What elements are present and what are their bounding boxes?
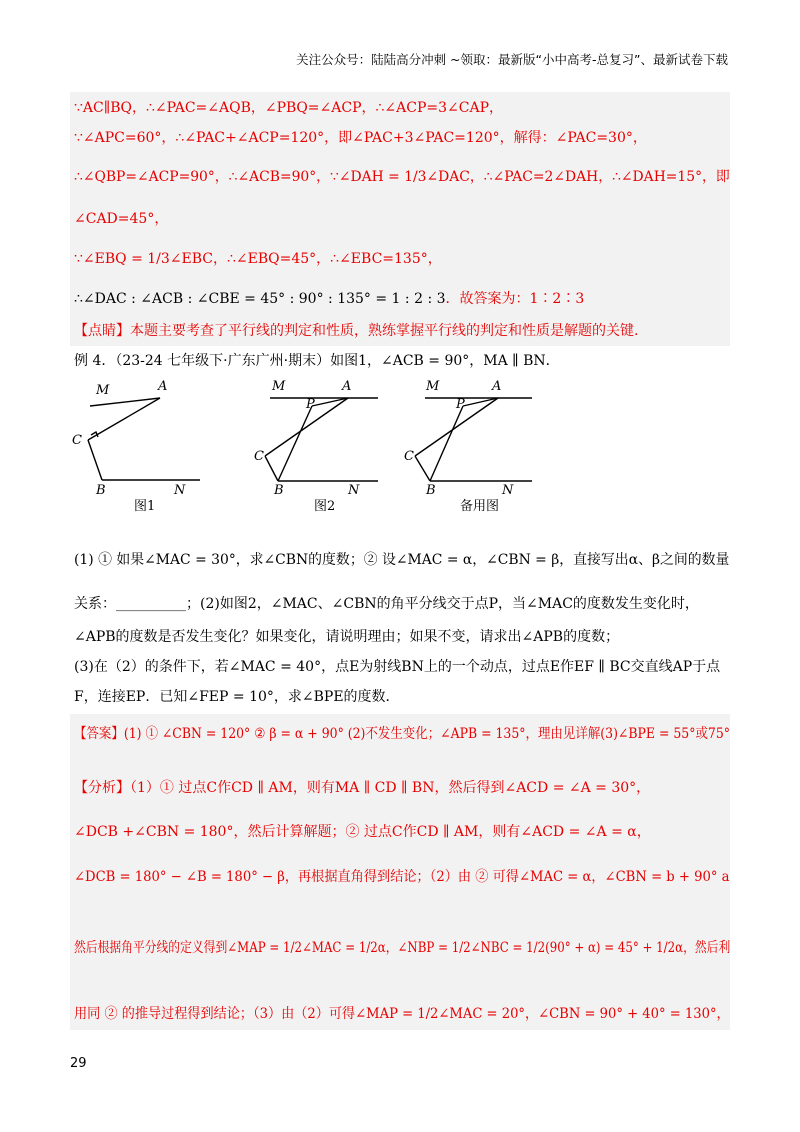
- fig2-label-P: P: [306, 397, 315, 412]
- fig2-label-A: A: [342, 379, 352, 394]
- figure-1: [88, 398, 200, 480]
- ratio-expression: ∴∠DAC : ∠ACB : ∠CBE = 45° : 90° : 135° = 1 : 2 : 3: [74, 291, 446, 307]
- question-3: (3)在（2）的条件下，若∠MAC = 40°，点E为射线BN上的一个动点，过点E作EF ∥ BC交直线AP于点: [74, 659, 721, 675]
- fig3-caption: 备用图: [460, 499, 500, 514]
- fig3-label-M: M: [426, 379, 440, 394]
- fig3-label-P: P: [456, 397, 465, 412]
- fig1-label-C: C: [72, 433, 82, 448]
- fig2-label-M: M: [272, 379, 286, 394]
- analysis-line-1: 【分析】（1）① 过点C作CD ∥ AM，则有MA ∥ CD ∥ BN，然后得到∠ACD = ∠A = 30°，: [74, 780, 651, 796]
- example-title: 例 4．（23-24 七年级下·广东广州·期末）如图1，∠ACB = 90°，MA ∥ BN．: [74, 353, 560, 369]
- fig1-label-A: A: [158, 379, 168, 394]
- solution-line-2: ∵∠APC=60°，∴∠PAC+∠ACP=120°，即∠PAC+3∠PAC=120°，解得：∠PAC=30°，: [74, 130, 647, 146]
- page-header: 关注公众号：陆陆高分冲刺 ~领取：最新版“小中高考-总复习”、最新试卷下载: [296, 52, 728, 67]
- fig2-label-N: N: [348, 483, 360, 498]
- fig3-label-C: C: [404, 449, 414, 464]
- solution-line-4: ∠CAD=45°，: [74, 211, 169, 227]
- figure-2: [265, 398, 378, 481]
- fig1-caption: 图1: [134, 499, 156, 514]
- fig2-label-B: B: [274, 483, 284, 498]
- fig1-label-B: B: [96, 483, 106, 498]
- answer-line: 【答案】(1) ① ∠CBN = 120° ② β = α + 90° (2)不发生变化；∠APB = 135°，理由见详解(3)∠BPE = 55°或75°: [74, 726, 730, 742]
- fig3-label-A: A: [492, 379, 502, 394]
- fig2-caption: 图2: [314, 499, 336, 514]
- fig1-label-M: M: [96, 383, 110, 398]
- analysis-line-2: ∠DCB +∠CBN = 180°，然后计算解题；② 过点C作CD ∥ AM，则有∠ACD = ∠A = α，: [74, 824, 651, 840]
- fig2-label-C: C: [254, 449, 264, 464]
- solution-line-3: ∴∠QBP=∠ACP=90°，∴∠ACB=90°，∵∠DAH = 1/3∠DAC，∴∠PAC=2∠DAH，∴∠DAH=15°，即: [74, 169, 730, 185]
- solution-line-1: ∵AC∥BQ，∴∠PAC=∠AQB，∠PBQ=∠ACP，∴∠ACP=3∠CAP，: [74, 100, 504, 116]
- solution-line-5: ∵∠EBQ = 1/3∠EBC，∴∠EBQ=45°，∴∠EBC=135°，: [74, 251, 442, 267]
- question-1: (1) ① 如果∠MAC = 30°，求∠CBN的度数；② 设∠MAC = α，∠CBN = β，直接写出α、β之间的数量: [74, 552, 730, 568]
- page-number: 29: [70, 1056, 87, 1071]
- question-3-cont: F，连接EP．已知∠FEP = 10°，求∠BPE的度数．: [74, 689, 400, 705]
- question-2: ∠APB的度数是否发生变化？如果变化，请说明理由；如果不变，请求出∠APB的度数；: [74, 629, 620, 645]
- figure-3: [415, 398, 532, 481]
- figure-set: [70, 376, 730, 516]
- fig3-label-N: N: [502, 483, 514, 498]
- key-point-note: 【点睛】本题主要考查了平行线的判定和性质，熟练掌握平行线的判定和性质是解题的关键.: [74, 323, 639, 339]
- question-1-cont: 关系：__________；(2)如图2，∠MAC、∠CBN的角平分线交于点P，当∠MAC的度数发生变化时，: [74, 596, 699, 612]
- ratio-answer: ．故答案为：1∶2∶3: [445, 291, 585, 307]
- analysis-line-3: ∠DCB = 180° − ∠B = 180° − β，再根据直角得到结论；（2）由 ② 可得∠MAC = α，∠CBN = b + 90° a: [74, 869, 730, 885]
- analysis-line-5: 用同 ② 的推导过程得到结论；（3）由（2）可得∠MAP = 1/2∠MAC = 20°，∠CBN = 90° + 40° = 130°，: [74, 1006, 730, 1022]
- analysis-line-4: 然后根据角平分线的定义得到∠MAP = 1/2∠MAC = 1/2α，∠NBP = 1/2∠NBC = 1/2(90° + α) = 45° + 1/2α，然后利: [74, 940, 731, 956]
- fig1-label-N: N: [174, 483, 186, 498]
- solution-line-6: [74, 289, 584, 309]
- fig3-label-B: B: [426, 483, 436, 498]
